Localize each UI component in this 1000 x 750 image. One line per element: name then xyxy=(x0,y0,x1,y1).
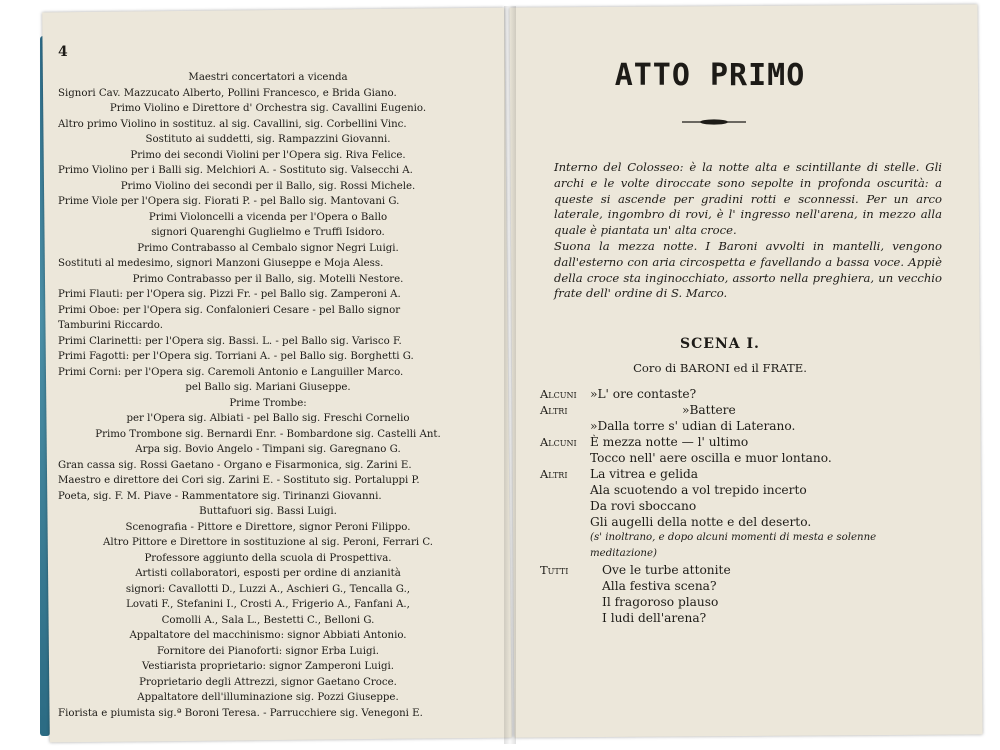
speaker xyxy=(540,498,590,514)
credit-line: Altro primo Violino in sostituz. al sig. Cavallini, sig. Corbellini Vinc. xyxy=(58,118,407,130)
verse: »Dalla torre s' udian di Laterano. xyxy=(590,419,796,433)
speaker xyxy=(540,578,590,594)
stage-note: (s' inoltrano, e dopo alcuni momenti di mesta e solenne xyxy=(590,532,877,543)
credit-line: Primi Fagotti: per l'Opera sig. Torriani A. - pel Ballo sig. Borghetti G. xyxy=(58,351,414,362)
credit-line: Altro Pittore e Direttore in sostituzione al sig. Peroni, Ferrari C. xyxy=(103,537,433,548)
credit-line: Maestro e direttore dei Cori sig. Zarini E. - Sostituto sig. Portaluppi P. xyxy=(58,475,420,486)
verse: »Battere xyxy=(682,403,736,417)
speaker xyxy=(540,610,590,626)
credit-line: Primi Oboe: per l'Opera sig. Confalonieri Cesare - pel Ballo signor xyxy=(58,304,401,316)
verse: Gli augelli della notte e del deserto. xyxy=(590,515,812,529)
dialogue-line xyxy=(540,546,950,562)
credit-line: Primi Violoncelli a vicenda per l'Opera o Ballo xyxy=(148,211,388,223)
credit-line: Fiorista e piumista sig.ª Boroni Teresa. - Parrucchiere sig. Venegoni E. xyxy=(58,707,423,719)
speaker xyxy=(540,418,590,434)
verse: Tocco nell' aere oscilla e muor lontano. xyxy=(590,451,832,465)
stage-directions xyxy=(540,160,942,302)
dialogue-line xyxy=(540,610,950,626)
speaker: Alcuni xyxy=(540,435,577,449)
dialogue-line xyxy=(540,482,950,498)
verse: Ala scuotendo a vol trepido incerto xyxy=(590,483,807,497)
book-spine xyxy=(504,6,516,744)
dialogue-line xyxy=(540,466,950,482)
credit-line: Primo Contrabasso al Cembalo signor Negri Luigi. xyxy=(137,242,399,254)
credit-line: Prime Viole per l'Opera sig. Fiorati P. - pel Ballo sig. Mantovani G. xyxy=(58,196,400,207)
credit-line: Arpa sig. Bovio Angelo - Timpani sig. Garegnano G. xyxy=(135,444,401,455)
credit-line: Artisti collaboratori, esposti per ordine di anzianità xyxy=(135,568,401,579)
credit-line: Appaltatore del macchinismo: signor Abbiati Antonio. xyxy=(129,630,407,641)
credit-line: Primo Violino dei secondi per il Ballo, sig. Rossi Michele. xyxy=(120,180,416,192)
dialogue-line xyxy=(540,594,950,610)
dialogue-line xyxy=(540,402,950,418)
credit-line: Professore aggiunto della scuola di Prospettiva. xyxy=(144,552,392,564)
verse: I ludi dell'arena? xyxy=(602,611,707,625)
speaker xyxy=(540,514,590,530)
credit-line: Fornitore dei Pianoforti: signor Erba Luigi. xyxy=(157,645,379,657)
credit-line: Sostituto ai suddetti, sig. Rampazzini Giovanni. xyxy=(145,134,391,145)
dialogue-line xyxy=(540,418,950,434)
stage-paragraph: Interno del Colosseo: è la notte alta e scintillante di stelle. Gli archi e le volte diroccate sono sepolte in profonda oscurità: a queste si ascende per gradini rotti e sconnessi. Per un arco laterale, ingombro di rovi, è l' ingresso nell'arena, in mezzo alla quale è piantata un' alta croce. xyxy=(554,160,942,238)
speaker xyxy=(540,530,590,546)
credit-line: Primo Contrabasso per il Ballo, sig. Motelli Nestore. xyxy=(132,273,404,285)
credit-line: Vestiarista proprietario: signor Zamperoni Luigi. xyxy=(141,661,394,672)
credit-line: Tamburini Riccardo. xyxy=(58,320,164,331)
page-number: 4 xyxy=(58,44,68,60)
stage-note: meditazione) xyxy=(590,548,657,559)
credit-line: pel Ballo sig. Mariani Giuseppe. xyxy=(185,382,351,393)
credit-line: Proprietario degli Attrezzi, signor Gaetano Croce. xyxy=(139,676,397,688)
dialogue-line xyxy=(540,578,950,594)
speaker xyxy=(540,594,590,610)
act-title: ATTO PRIMO xyxy=(614,58,806,93)
dialogue-line xyxy=(540,450,950,466)
credit-line: Scenografia - Pittore e Direttore, signor Peroni Filippo. xyxy=(125,521,411,533)
orchestra-credits xyxy=(58,70,478,721)
stage-paragraph: Suona la mezza notte. I Baroni avvolti in mantelli, vengono dall'esterno con aria circospetta e favellando a bassa voce. Appiè della croce sta inginocchiato, assorto nella preghiera, un vecchio frate dell' ordine di S. Marco. xyxy=(554,238,942,301)
verse: »L' ore contaste? xyxy=(590,387,697,401)
dialogue-line xyxy=(540,386,950,402)
dialogue-line xyxy=(540,530,950,546)
verse: Da rovi sboccano xyxy=(590,499,697,513)
dialogue-line xyxy=(540,434,950,450)
credit-line: signori Quarenghi Guglielmo e Truffi Isidoro. xyxy=(151,227,385,238)
verse: È mezza notte — l' ultimo xyxy=(590,435,749,449)
speaker xyxy=(540,482,590,498)
verse: Il fragoroso plauso xyxy=(602,595,719,609)
speaker: Altri xyxy=(540,403,568,417)
speaker: Altri xyxy=(540,467,568,481)
credit-line: Sostituti al medesimo, signori Manzoni Giuseppe e Moja Aless. xyxy=(58,258,384,269)
verse: La vitrea e gelida xyxy=(590,467,699,481)
credit-line: Primo Trombone sig. Bernardi Enr. - Bombardone sig. Castelli Ant. xyxy=(95,428,441,440)
credit-line: Prime Trombe: xyxy=(229,397,307,409)
credit-line: Maestri concertatori a vicenda xyxy=(188,72,348,83)
credit-line: Comolli A., Sala L., Bestetti C., Belloni G. xyxy=(161,614,375,626)
scene-title: SCENA I. xyxy=(680,336,760,352)
ornament-rule xyxy=(680,118,748,126)
speaker: Alcuni xyxy=(540,387,577,401)
speaker xyxy=(540,546,590,562)
credit-line: Appaltatore dell'illuminazione sig. Pozzi Giuseppe. xyxy=(137,692,399,703)
credit-line: Primo Violino e Direttore d' Orchestra sig. Cavallini Eugenio. xyxy=(109,103,427,114)
credit-line: Lovati F., Stefanini I., Crosti A., Frigerio A., Fanfani A., xyxy=(126,599,410,610)
credit-line: Primi Corni: per l'Opera sig. Caremoli Antonio e Languiller Marco. xyxy=(58,366,404,378)
dialogue xyxy=(540,386,950,626)
credit-line: Primi Clarinetti: per l'Opera sig. Bassi. L. - pel Ballo sig. Varisco F. xyxy=(58,335,402,347)
dialogue-line xyxy=(540,562,950,578)
credit-line: signori: Cavallotti D., Luzzi A., Aschieri G., Tencalla G., xyxy=(125,583,411,595)
credit-line: Primo Violino per i Balli sig. Melchiori A. - Sostituto sig. Valsecchi A. xyxy=(58,165,413,176)
speaker: Tutti xyxy=(540,563,569,577)
credit-line: Buttafuori sig. Bassi Luigi. xyxy=(199,506,337,517)
dialogue-line xyxy=(540,514,950,530)
credit-line: Poeta, sig. F. M. Piave - Rammentatore sig. Tirinanzi Giovanni. xyxy=(58,490,382,502)
dialogue-line xyxy=(540,498,950,514)
credit-line: Signori Cav. Mazzucato Alberto, Pollini Francesco, e Brida Giano. xyxy=(58,87,397,99)
credit-line: Primi Flauti: per l'Opera sig. Pizzi Fr. - pel Ballo sig. Zamperoni A. xyxy=(58,289,401,300)
credit-line: Gran cassa sig. Rossi Gaetano - Organo e Fisarmonica, sig. Zarini E. xyxy=(58,459,412,471)
credit-line: Primo dei secondi Violini per l'Opera sig. Riva Felice. xyxy=(130,149,406,161)
credit-line: per l'Opera sig. Albiati - pel Ballo sig. Freschi Cornelio xyxy=(126,413,410,424)
verse: Ove le turbe attonite xyxy=(602,563,731,577)
speaker xyxy=(540,450,590,466)
verse: Alla festiva scena? xyxy=(602,579,717,593)
chorus-line: Coro di BARONI ed il FRATE. xyxy=(633,361,807,375)
